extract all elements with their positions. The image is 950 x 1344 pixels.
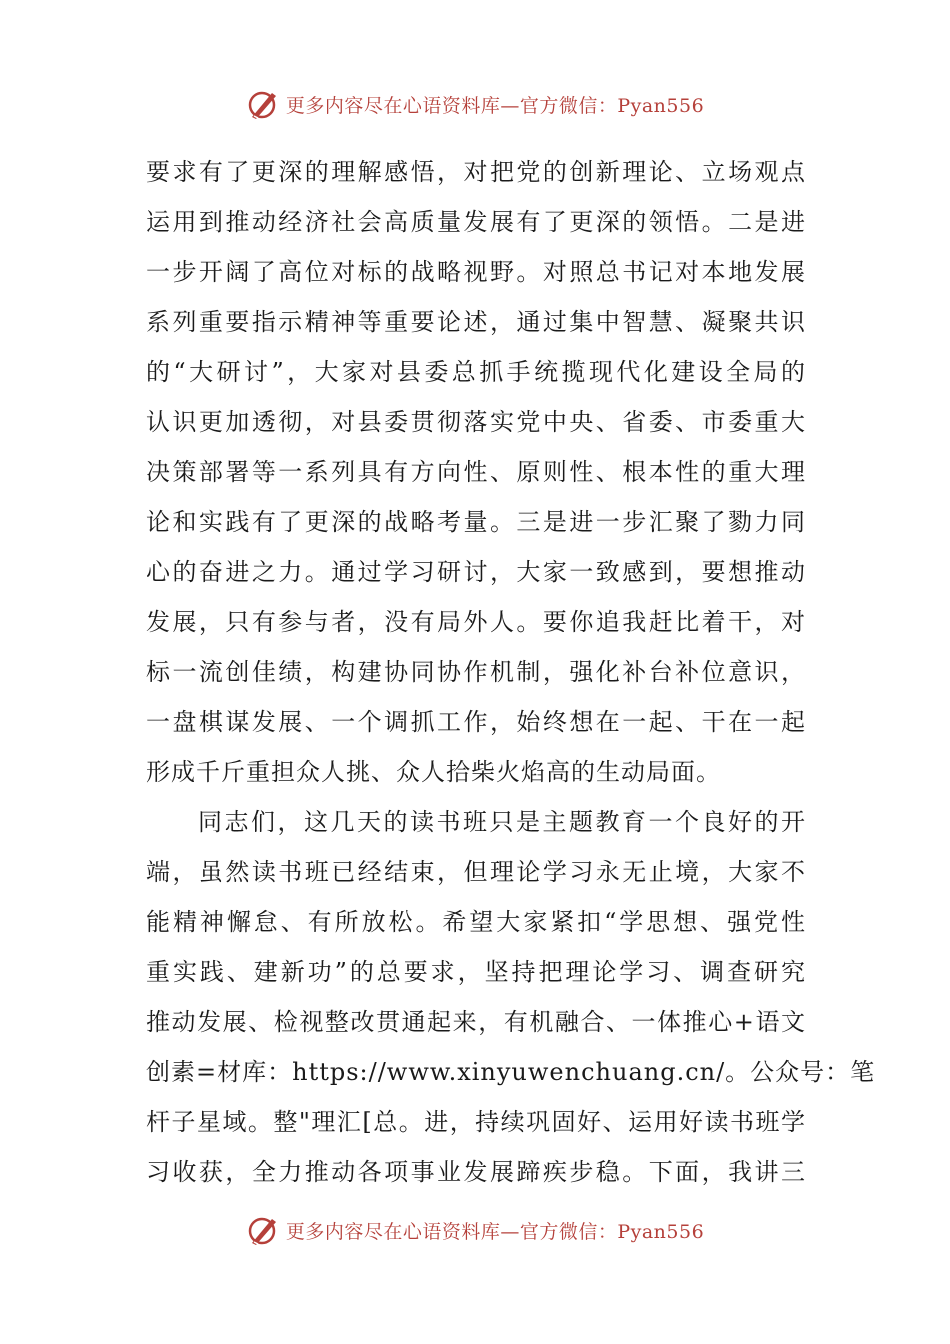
footer-banner-text: 更多内容尽在心语资料库—官方微信：Pyan556 — [285, 1220, 705, 1243]
body-line: 心的奋进之力。通过学习研讨，大家一致感到，要想推动 — [146, 558, 806, 586]
body-line: 习收获，全力推动各项事业发展蹄疾步稳。下面，我讲三 — [146, 1158, 806, 1186]
body-line: 标一流创佳绩，构建协同协作机制，强化补台补位意识， — [146, 658, 806, 686]
pen-logo-icon — [246, 1213, 280, 1247]
body-line: 一盘棋谋发展、一个调抓工作，始终想在一起、干在一起 — [146, 708, 806, 736]
body-line: 一步开阔了高位对标的战略视野。对照总书记对本地发展 — [146, 258, 806, 286]
body-line: 形成千斤重担众人挑、众人拾柴火焰高的生动局面。 — [146, 758, 721, 786]
body-line: 运用到推动经济社会高质量发展有了更深的领悟。二是进 — [146, 208, 806, 236]
body-line: 能精神懈怠、有所放松。希望大家紧扣“学思想、强党性 — [146, 908, 806, 936]
body-line: 重实践、建新功”的总要求，坚持把理论学习、调查研究 — [146, 958, 806, 986]
pen-logo-icon — [246, 87, 280, 121]
body-line: 发展，只有参与者，没有局外人。要你追我赶比着干，对 — [146, 608, 806, 636]
body-line: 系列重要指示精神等重要论述，通过集中智慧、凝聚共识 — [146, 308, 806, 336]
body-line: 的“大研讨”，大家对县委总抓手统揽现代化建设全局的 — [146, 358, 806, 386]
header-banner-text: 更多内容尽在心语资料库—官方微信：Pyan556 — [285, 94, 705, 117]
body-line: 杆子星域。整"理汇[总。进，持续巩固好、运用好读书班学 — [146, 1108, 806, 1136]
body-line: 推动发展、检视整改贯通起来，有机融合、一体推心+语文 — [146, 1008, 806, 1036]
footer-banner — [0, 1210, 950, 1250]
body-line: 决策部署等一系列具有方向性、原则性、根本性的重大理 — [146, 458, 806, 486]
body-line: 认识更加透彻，对县委贯彻落实党中央、省委、市委重大 — [146, 408, 806, 436]
body-line: 要求有了更深的理解感悟，对把党的创新理论、立场观点 — [146, 158, 806, 186]
header-banner — [0, 84, 950, 124]
body-line: 论和实践有了更深的战略考量。三是进一步汇聚了勠力同 — [146, 508, 806, 536]
body-line-paragraph-start: 同志们，这几天的读书班只是主题教育一个良好的开 — [198, 808, 806, 836]
body-line: 端，虽然读书班已经结束，但理论学习永无止境，大家不 — [146, 858, 806, 886]
body-line: 创素=材库：https://www.xinyuwenchuang.cn/。公众号：笔 — [146, 1058, 876, 1086]
document-body — [146, 147, 876, 1197]
